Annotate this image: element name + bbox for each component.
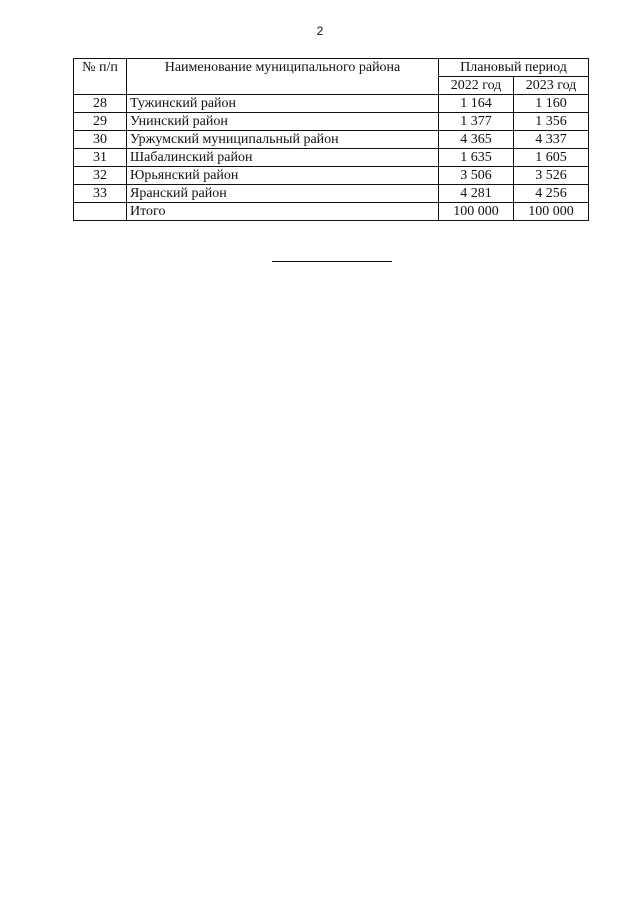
table-row — [74, 95, 589, 113]
row-value-2022: 1 635 — [439, 149, 514, 167]
row-number: 29 — [74, 113, 127, 131]
table-total-row — [74, 203, 589, 221]
total-number — [74, 203, 127, 221]
total-value-2023: 100 000 — [514, 203, 589, 221]
row-number: 32 — [74, 167, 127, 185]
table-row — [74, 167, 589, 185]
table-header-row — [74, 59, 589, 77]
row-value-2023: 4 337 — [514, 131, 589, 149]
table-row — [74, 113, 589, 131]
total-label: Итого — [127, 203, 439, 221]
header-planning-period: Плановый период — [439, 59, 589, 77]
total-value-2022: 100 000 — [439, 203, 514, 221]
table-row — [74, 149, 589, 167]
row-district-name: Юрьянский район — [127, 167, 439, 185]
row-number: 30 — [74, 131, 127, 149]
end-of-table-rule — [272, 261, 392, 262]
row-value-2023: 1 605 — [514, 149, 589, 167]
table-row — [74, 131, 589, 149]
row-value-2022: 4 281 — [439, 185, 514, 203]
header-district-name: Наименование муниципального района — [127, 59, 439, 95]
table-row — [74, 185, 589, 203]
row-number: 33 — [74, 185, 127, 203]
row-value-2023: 4 256 — [514, 185, 589, 203]
row-value-2022: 1 164 — [439, 95, 514, 113]
header-year-2022: 2022 год — [439, 77, 514, 95]
row-value-2023: 1 356 — [514, 113, 589, 131]
row-value-2022: 1 377 — [439, 113, 514, 131]
row-value-2022: 4 365 — [439, 131, 514, 149]
row-district-name: Яранский район — [127, 185, 439, 203]
page-number: 2 — [316, 24, 324, 38]
allocation-table — [73, 58, 589, 221]
row-number: 28 — [74, 95, 127, 113]
header-year-2023: 2023 год — [514, 77, 589, 95]
row-number: 31 — [74, 149, 127, 167]
row-value-2023: 3 526 — [514, 167, 589, 185]
row-district-name: Уржумский муниципальный район — [127, 131, 439, 149]
header-number: № п/п — [74, 59, 127, 95]
row-district-name: Унинский район — [127, 113, 439, 131]
row-value-2022: 3 506 — [439, 167, 514, 185]
row-district-name: Тужинский район — [127, 95, 439, 113]
row-value-2023: 1 160 — [514, 95, 589, 113]
row-district-name: Шабалинский район — [127, 149, 439, 167]
